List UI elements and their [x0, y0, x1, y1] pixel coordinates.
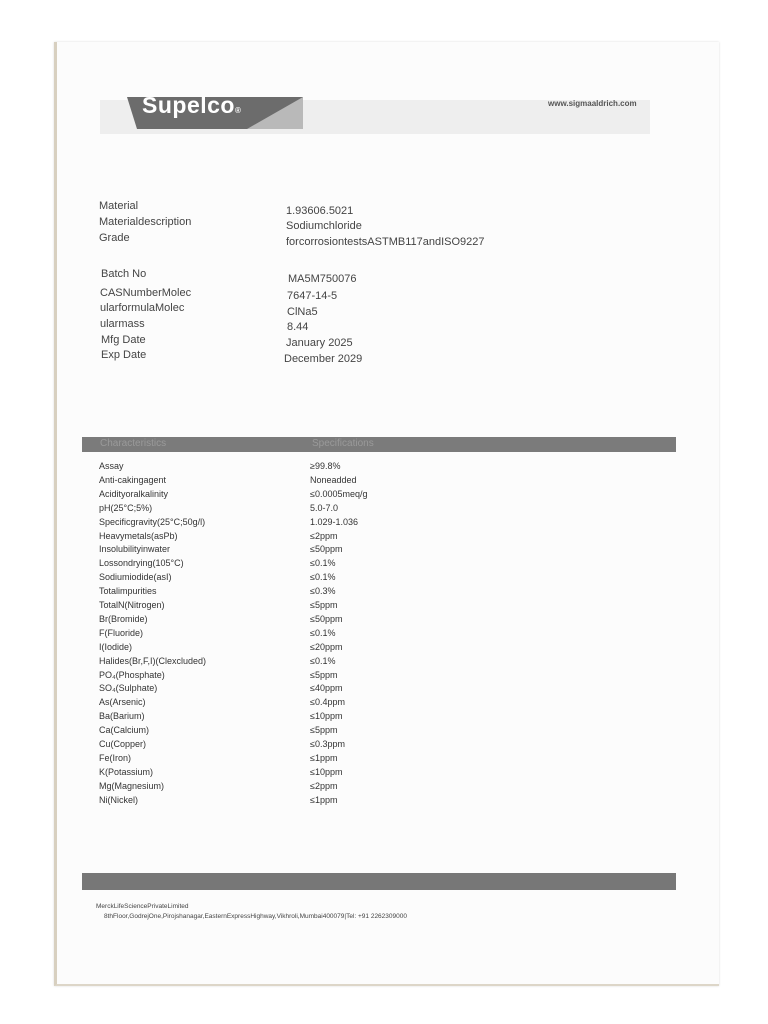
footer-bar	[82, 873, 676, 890]
spec-characteristic: I(Iodide)	[99, 641, 133, 652]
spec-characteristic: Assay	[99, 461, 124, 471]
spec-value: ≤0.0005meq/g	[310, 488, 368, 499]
document-page	[54, 42, 719, 986]
spec-characteristic: Lossondrying(105°C)	[99, 558, 184, 569]
spec-value: ≤40ppm	[310, 683, 343, 694]
spec-value: Noneadded	[310, 474, 357, 485]
spec-value: ≤5ppm	[310, 669, 338, 680]
spec-characteristic: pH(25°C;5%)	[99, 502, 153, 513]
spec-value: ≤0.1%	[310, 572, 336, 583]
brand-logo: Supelco®	[142, 92, 242, 118]
field-label: Material	[99, 200, 139, 212]
spec-value: ≥99.8%	[310, 461, 341, 471]
field-label: Materialdescription	[99, 216, 192, 228]
spec-value: 5.0-7.0	[310, 502, 339, 513]
specifications-header: Specifications	[312, 438, 374, 449]
spec-characteristic: SO₄(Sulphate)	[99, 683, 158, 694]
spec-value: ≤50ppm	[310, 613, 343, 624]
field-value: 1.93606.5021	[286, 205, 354, 217]
spec-value: ≤10ppm	[310, 766, 343, 777]
footer-company: MerckLifeSciencePrivateLimited	[96, 903, 189, 910]
spec-characteristic: Totalimpurities	[99, 586, 157, 597]
spec-characteristic: Mg(Magnesium)	[99, 780, 165, 791]
field-value: December 2029	[284, 353, 363, 365]
spec-value: ≤0.4ppm	[310, 697, 345, 708]
spec-characteristic: Br(Bromide)	[99, 613, 148, 624]
characteristics-header: Characteristics	[100, 438, 167, 449]
spec-characteristic: As(Arsenic)	[99, 697, 146, 708]
spec-characteristic: Heavymetals(asPb)	[99, 530, 178, 541]
spec-characteristic: Insolubilityinwater	[99, 544, 171, 555]
field-value: 7647-14-5	[287, 290, 338, 302]
spec-value: ≤2ppm	[310, 780, 338, 791]
spec-value: ≤5ppm	[310, 600, 338, 610]
spec-value: ≤0.1%	[310, 655, 336, 666]
spec-characteristic: PO₄(Phosphate)	[99, 669, 165, 680]
field-value: MA5M750076	[288, 273, 357, 285]
field-label: Exp Date	[101, 349, 147, 361]
spec-characteristic: Ni(Nickel)	[99, 794, 138, 805]
field-label: ularmass	[100, 318, 145, 330]
spec-value: ≤5ppm	[310, 725, 338, 736]
field-label: Mfg Date	[101, 334, 146, 346]
field-value: Sodiumchloride	[286, 220, 362, 232]
spec-table-header	[82, 437, 676, 452]
spec-value: ≤0.1%	[310, 558, 336, 569]
spec-characteristic: Halides(Br,F,I)(Clexcluded)	[99, 655, 207, 666]
field-value: forcorrosiontestsASTMB117andISO9227	[286, 236, 485, 248]
spec-characteristic: Specificgravity(25°C;50g/l)	[99, 516, 206, 527]
footer-address: 8thFloor,GodrejOne,Pirojshanagar,EasternExpressHighway,Vikhroli,Mumbai400079|Tel: +91 2262309000	[104, 913, 407, 920]
spec-characteristic: TotalN(Nitrogen)	[99, 600, 165, 610]
field-value: 8.44	[287, 321, 309, 333]
spec-characteristic: Ba(Barium)	[99, 711, 145, 722]
field-label: Batch No	[101, 268, 147, 280]
spec-characteristic: Ca(Calcium)	[99, 725, 150, 736]
spec-value: ≤10ppm	[310, 711, 343, 722]
spec-characteristic: Cu(Copper)	[99, 739, 147, 749]
spec-characteristic: F(Fluoride)	[99, 627, 144, 638]
spec-value: ≤50ppm	[310, 544, 343, 555]
spec-characteristic: K(Potassium)	[99, 766, 154, 777]
spec-value: ≤20ppm	[310, 641, 343, 652]
spec-characteristic: Sodiumiodide(asI)	[99, 572, 172, 583]
spec-characteristic: Fe(Iron)	[99, 752, 132, 763]
spec-value: 1.029-1.036	[310, 516, 359, 527]
field-value: ClNa5	[287, 306, 318, 318]
field-label: Grade	[99, 232, 130, 244]
field-label: CASNumberMolec	[100, 287, 192, 299]
spec-value: ≤0.3ppm	[310, 739, 345, 749]
spec-value: ≤2ppm	[310, 530, 338, 541]
spec-characteristic: Anti-cakingagent	[99, 474, 167, 485]
spec-value: ≤1ppm	[310, 752, 338, 763]
field-label: ularformulaMolec	[100, 302, 185, 314]
spec-value: ≤0.3%	[310, 586, 336, 597]
field-value: January 2025	[286, 337, 353, 349]
website-url: www.sigmaaldrich.com	[548, 99, 637, 108]
spec-value: ≤0.1%	[310, 627, 336, 638]
spec-value: ≤1ppm	[310, 794, 338, 805]
spec-characteristic: Acidityoralkalinity	[99, 488, 169, 499]
